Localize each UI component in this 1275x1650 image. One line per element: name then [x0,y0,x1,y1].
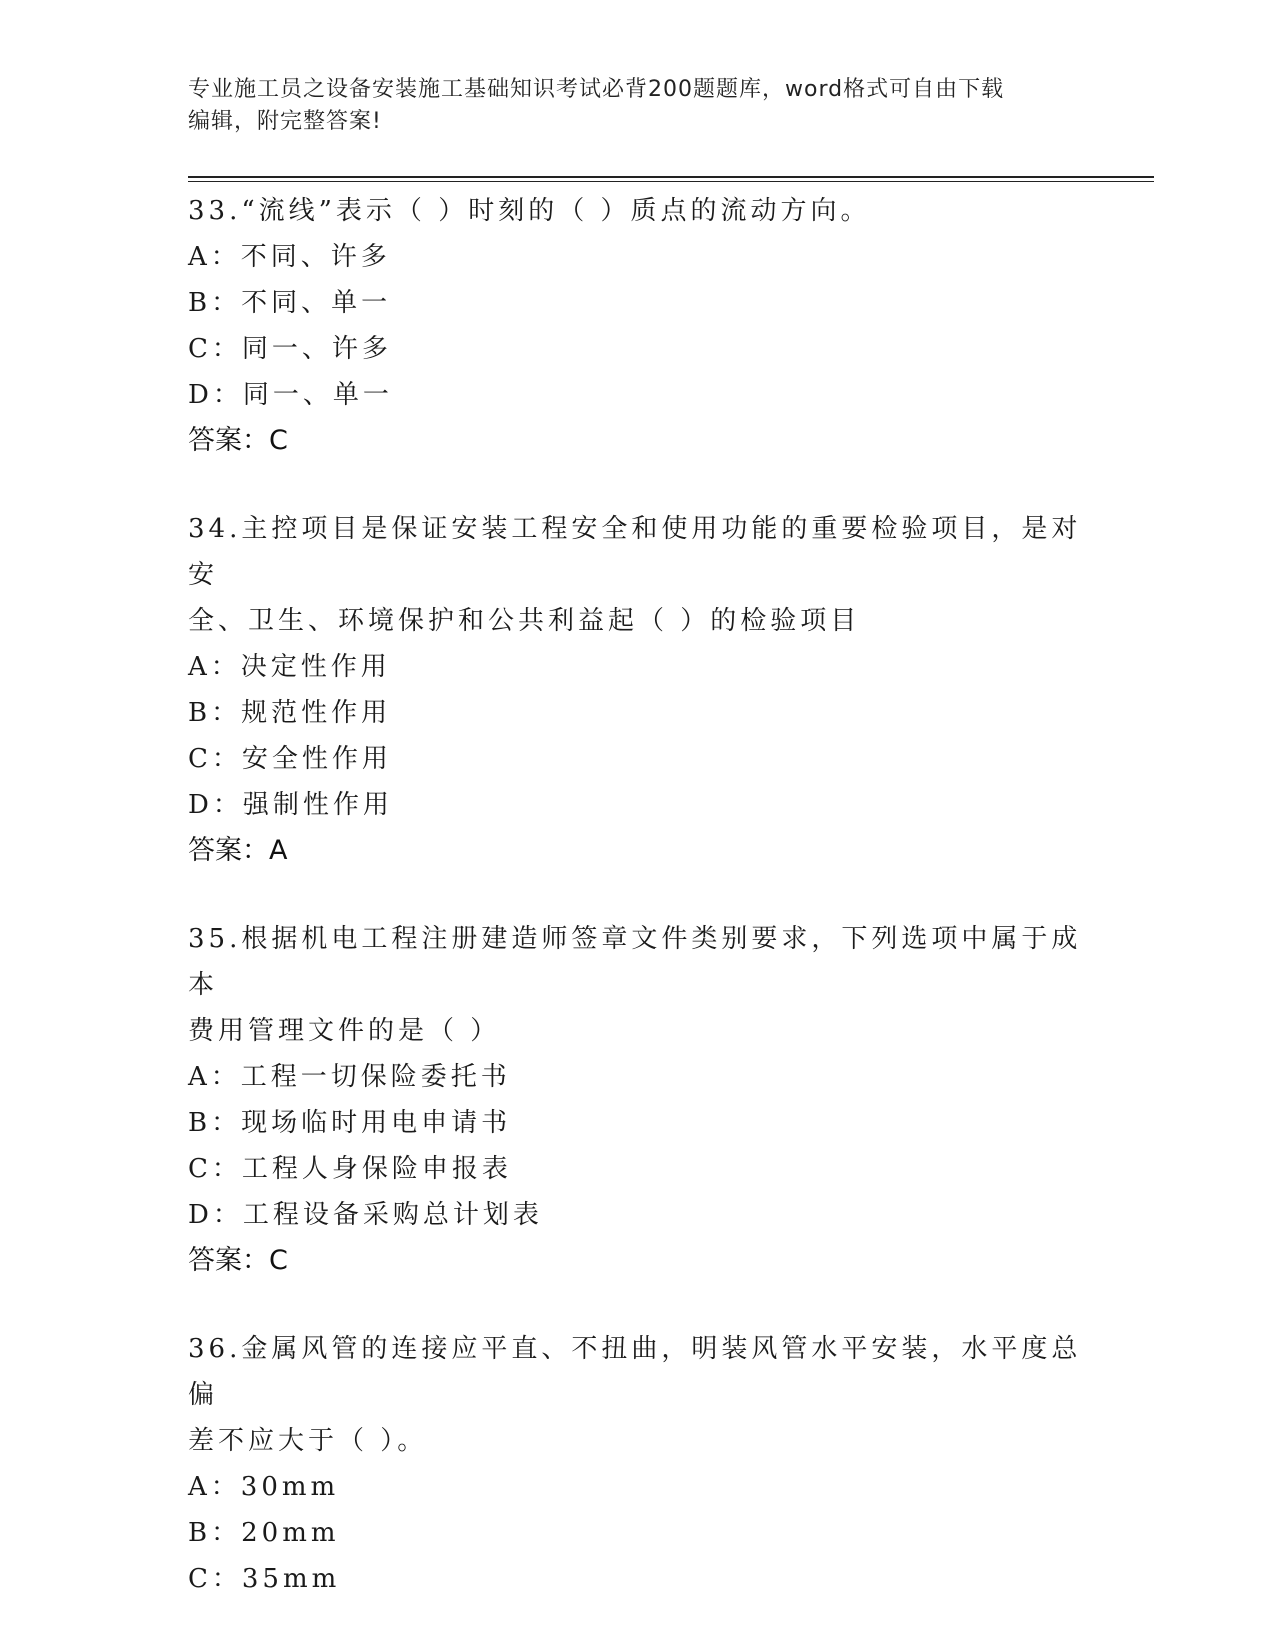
question-spacer [188,464,1088,506]
question-option: B：现场临时用电申请书 [188,1108,512,1138]
question-option: B：20mm [188,1518,340,1548]
question-option: C：35mm [188,1564,341,1594]
question-option: D：同一、单一 [188,380,393,410]
question-block [188,506,1088,874]
question-stem: 全、卫生、环境保护和公共利益起（ ）的检验项目 [188,606,861,636]
question-option: D：工程设备采购总计划表 [188,1200,543,1230]
question-option: C：工程人身保险申报表 [188,1154,512,1184]
question-stem: 33.“流线”表示（ ）时刻的（ ）质点的流动方向。 [188,196,871,226]
question-spacer [188,874,1088,916]
document-header [188,74,1088,138]
question-option: A：工程一切保险委托书 [188,1062,511,1092]
question-stem: 费用管理文件的是（ ） [188,1016,501,1046]
question-option: A：30mm [188,1472,340,1502]
question-answer: 答案：C [188,1245,288,1276]
question-option: C：安全性作用 [188,744,392,774]
question-block [188,916,1088,1284]
header-divider-thick [188,176,1154,178]
header-line-2: 编辑，附完整答案! [188,109,382,134]
question-option: C：同一、许多 [188,334,392,364]
question-option: B：不同、单一 [188,288,392,318]
question-answer: 答案：C [188,425,288,456]
question-answer: 答案：A [188,835,288,866]
question-spacer [188,1284,1088,1326]
header-line-1: 专业施工员之设备安装施工基础知识考试必背200题题库，word格式可自由下载 [188,77,1005,102]
question-stem: 36.金属风管的连接应平直、不扭曲，明装风管水平安装，水平度总偏 [188,1334,1082,1410]
question-option: B：规范性作用 [188,698,392,728]
question-option: A：决定性作用 [188,652,391,682]
question-stem: 差不应大于（ ）。 [188,1426,428,1456]
question-block [188,1326,1088,1602]
question-stem: 34.主控项目是保证安装工程安全和使用功能的重要检验项目，是对安 [188,514,1082,590]
question-list [188,188,1088,1602]
question-block [188,188,1088,464]
question-stem: 35.根据机电工程注册建造师签章文件类别要求，下列选项中属于成本 [188,924,1082,1000]
question-option: D：强制性作用 [188,790,393,820]
question-option: A：不同、许多 [188,242,391,272]
header-divider-thin [188,181,1154,182]
